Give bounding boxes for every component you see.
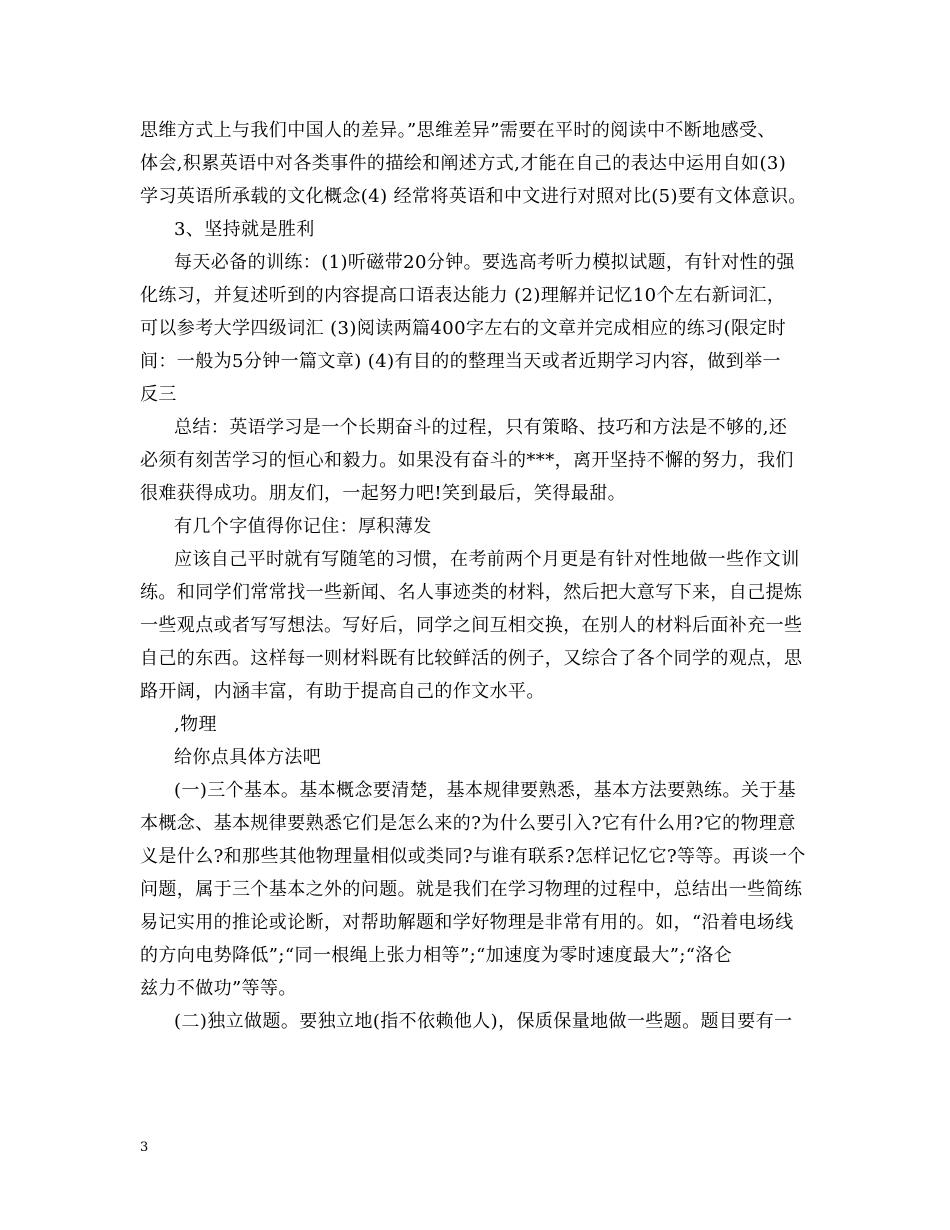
text-line: 问题，属于三个基本之外的问题。就是我们在学习物理的过程中，总结出一些简练	[140, 879, 803, 900]
text-line: 每天必备的训练：(1)听磁带20分钟。要选高考听力模拟试题，有针对性的强	[174, 252, 795, 273]
text-line: 间：一般为5分钟一篇文章) (4)有目的的整理当天或者近期学习内容，做到举一	[140, 351, 781, 372]
text-line: 兹力不做功”等等。	[140, 978, 297, 999]
text-line: 可以参考大学四级词汇 (3)阅读两篇400字左右的文章并完成相应的练习(限定时	[140, 318, 787, 339]
text-line: (二)独立做题。要独立地(指不依赖他人)，保质保量地做一些题。题目要有一	[174, 1011, 793, 1032]
text-line: 易记实用的推论或论断，对帮助解题和学好物理是非常有用的。如，“沿着电场线	[140, 912, 794, 933]
text-line: 学习英语所承载的文化概念(4) 经常将英语和中文进行对照对比(5)要有文体意识。	[140, 186, 807, 207]
text-line: 3、坚持就是胜利	[174, 219, 315, 240]
text-line: 的方向电势降低”;“同一根绳上张力相等”;“加速度为零时速度最大”;“洛仑	[140, 945, 733, 966]
page-number: 3	[140, 1140, 149, 1155]
text-line: 本概念、基本规律要熟悉它们是怎么来的?为什么要引入?它有什么用?它的物理意	[140, 813, 796, 834]
text-line: 很难获得成功。朋友们，一起努力吧!笑到最后，笑得最甜。	[140, 483, 627, 504]
text-line: 反三	[140, 384, 177, 405]
text-line: 给你点具体方法吧	[174, 747, 322, 768]
text-line: 义是什么?和那些其他物理量相似或类同?与谁有联系?怎样记忆它?等等。再谈一个	[140, 846, 806, 867]
text-line: 自己的东西。这样每一则材料既有比较鲜活的例子，又综合了各个同学的观点，思	[140, 648, 803, 669]
text-line: 必须有刻苦学习的恒心和毅力。如果没有奋斗的***，离开坚持不懈的努力，我们	[140, 450, 794, 471]
text-line: 思维方式上与我们中国人的差异。”思维差异”需要在平时的阅读中不断地感受、	[140, 120, 776, 141]
text-line: 化练习，并复述听到的内容提高口语表达能力 (2)理解并记忆10个左右新词汇，	[140, 285, 786, 306]
document-body	[140, 114, 812, 1038]
text-line: ,物理	[174, 714, 217, 735]
text-line: 总结：英语学习是一个长期奋斗的过程，只有策略、技巧和方法是不够的,还	[174, 417, 788, 438]
text-line: 有几个字值得你记住：厚积薄发	[174, 516, 432, 537]
text-line: (一)三个基本。基本概念要清楚，基本规律要熟悉，基本方法要熟练。关于基	[174, 780, 797, 801]
text-line: 练。和同学们常常找一些新闻、名人事迹类的材料，然后把大意写下来，自己提炼	[140, 582, 803, 603]
text-line: 一些观点或者写写想法。写好后，同学之间互相交换，在别人的材料后面补充一些	[140, 615, 803, 636]
text-line: 应该自己平时就有写随笔的习惯，在考前两个月更是有针对性地做一些作文训	[174, 549, 800, 570]
text-line: 路开阔，内涵丰富，有助于提高自己的作文水平。	[140, 681, 545, 702]
text-line: 体会,积累英语中对各类事件的描绘和阐述方式,才能在自己的表达中运用自如(3)	[140, 153, 787, 174]
